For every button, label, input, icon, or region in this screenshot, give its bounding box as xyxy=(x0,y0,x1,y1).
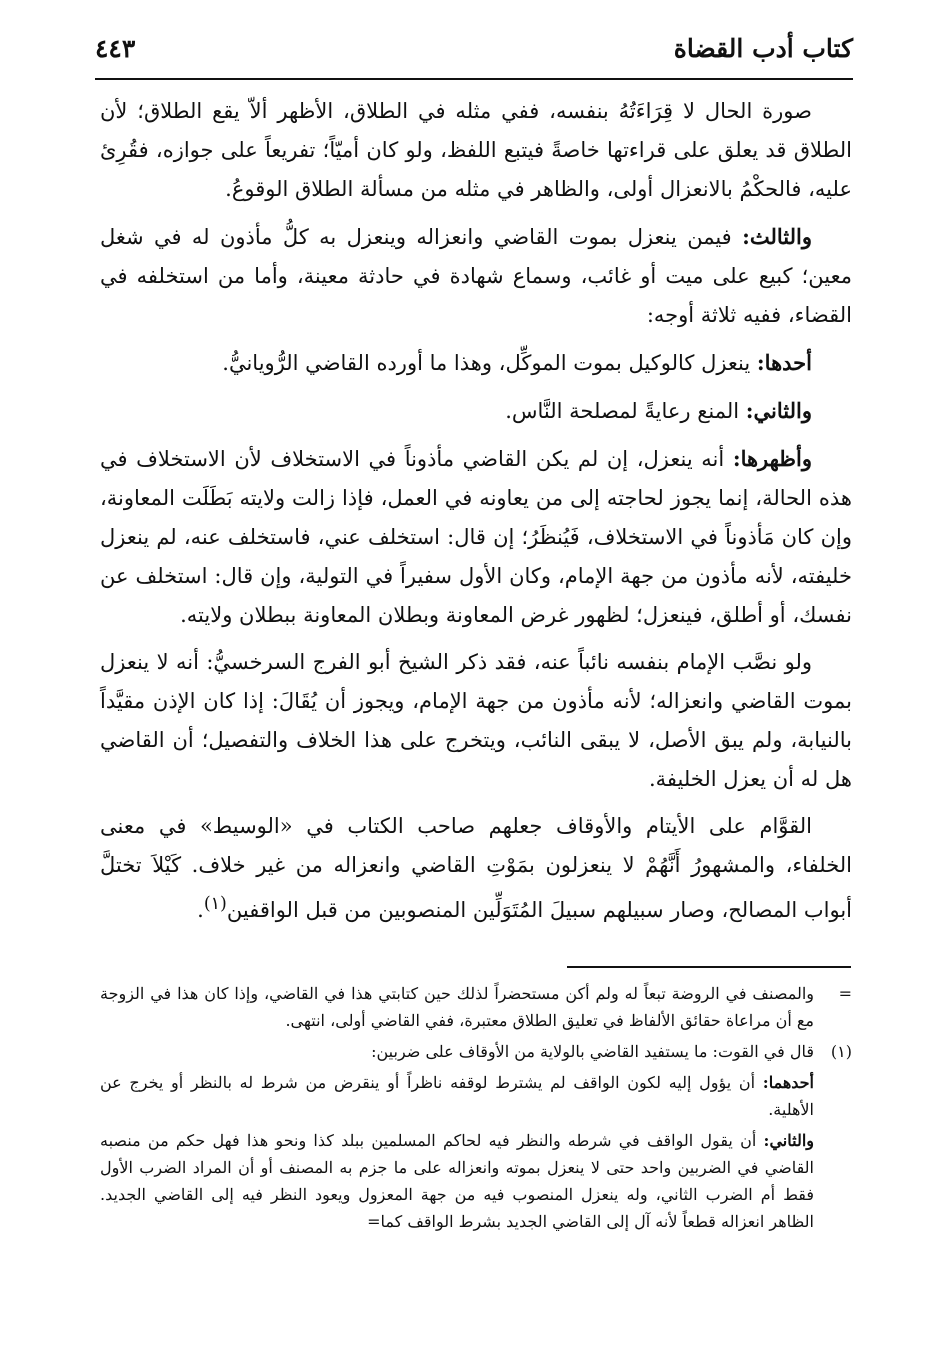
footnotes xyxy=(100,980,852,1239)
paragraph-2-lead: والثالث: xyxy=(742,224,812,249)
paragraph-2 xyxy=(100,217,852,335)
footnote-separator xyxy=(567,966,851,968)
paragraph-6: ولو نصَّب الإمام بنفسه نائباً عنه، فقد ذكر الشيخ أبو الفرج السرخسيُّ: أنه لا ينعزل بموت القاضي وانعزاله؛ لأنه مأذون من جهة الإمام، ويجوز أن يُقَالَ: إذا كان الإذن مقيَّداً بالنيابة، ولم يبق الأصل، لا يبقى النائب، ويتخرج على هذا الخلاف والتفصيل؛ أن القاضي هل له أن يعزل الخليفة. xyxy=(100,650,852,791)
footnote-1-item-1 xyxy=(100,1069,852,1123)
running-title: كتاب أدب القضاة xyxy=(673,34,853,63)
footnote-1-item-2 xyxy=(100,1127,852,1235)
main-text xyxy=(100,92,852,938)
continuation-marker: = xyxy=(838,984,852,1003)
footnote-1 xyxy=(100,1038,852,1065)
paragraph-7 xyxy=(100,807,852,930)
footnote-1-marker: (١) xyxy=(830,1042,852,1061)
paragraph-4 xyxy=(100,391,852,431)
paragraph-4-lead: والثاني: xyxy=(745,398,812,423)
footnote-1-item-1-lead: أحدهما: xyxy=(762,1073,814,1092)
footnote-1-text: قال في القوت: ما يستفيد القاضي بالولاية من الأوقاف على ضربين: xyxy=(371,1042,814,1061)
footnote-reference: (١) xyxy=(203,894,227,914)
footnote-1-item-2-text: أن يقول الواقف في شرطه والنظر فيه لحاكم المسلمين ببلد كذا ونحو هذا فهل حكم من منصبه القاضي في الضربين واحد حتى لا ينعزل بموته وانعزاله على ما جزم به المصنف أو أن المراد الضرب الأول فقط أم الضرب الثاني، وله ينعزل المنصوب فيه من جهة المعزول ويعود النظر فيه إلى القاضي الجديد. الظاهر انعزاله قطعاً لأنه آل إلى القاضي الجديد بشرط الواقف كما= xyxy=(100,1131,814,1231)
paragraph-4-text: المنع رعايةً لمصلحة النَّاس. xyxy=(505,399,746,423)
footnote-continuation-text: والمصنف في الروضة تبعاً له ولم أكن مستحضراً لذلك حين كتابتي هذا في القاضي، وإذا كان هذا في الزوجة مع أن مراعاة حقائق الألفاظ في تعليق الطلاق معتبرة، ففي القاضي أولى، انتهى. xyxy=(100,984,814,1030)
paragraph-3 xyxy=(100,343,852,383)
page-number: ٤٤٣ xyxy=(95,34,136,63)
paragraph-7-text: القوَّام على الأيتام والأوقاف جعلهم صاحب الكتاب في «الوسيط» في معنى الخلفاء، والمشهورُ أَنَّهُمْ لا ينعزلون بمَوْتِ القاضي وانعزاله من غير خلاف. كَيْلاَ تختلَّ أبواب المصالح، وصار سبيلهم سبيلَ المُتَوَلِّين المنصوبين من قبل الواقفين xyxy=(100,814,852,922)
paragraph-1: صورة الحال لا قِرَاءَتُهُ بنفسه، ففي مثله في الطلاق، الأظهر ألاّ يقع الطلاق؛ لأن الطلاق قد يعلق على قراءتها خاصةً فيتبع اللفظ، ولو كان أميّاً؛ تفريعاً على جوازه، فقُرِئ عليه، فالحكْمُ بالانعزال أولى، والظاهر في مثله من مسألة الطلاق الوقوعُ. xyxy=(100,99,852,201)
footnote-1-item-2-lead: والثاني: xyxy=(763,1131,814,1150)
paragraph-3-lead: أحدها: xyxy=(756,350,812,375)
paragraph-3-text: ينعزل كالوكيل بموت الموكِّل، وهذا ما أورده القاضي الرُّويانيُّ. xyxy=(222,351,757,375)
paragraph-7-end: . xyxy=(197,898,204,922)
footnote-continuation xyxy=(100,980,852,1034)
page-header xyxy=(95,28,853,80)
paragraph-5 xyxy=(100,439,852,635)
paragraph-5-text: أنه ينعزل، إن لم يكن القاضي مأذوناً في الاستخلاف لأن الاستخلاف في هذه الحالة، إنما يجوز لحاجته إلى من يعاونه في العمل، فإذا زالت ولايته بَطَلَت المعاونة، وإن كان مَأذوناً في الاستخلاف، فَيُنظَرُ؛ إن قال: استخلف عني، فاستخلف عنه، لم ينعزل خليفته، لأنه مأذون من جهة الإمام، وكان الأول سفيراً في التولية، وإن قال: استخلف عن نفسك، أو أطلق، فينعزل؛ لظهور غرض المعاونة وبطلان المعاونة ببطلان ولايته. xyxy=(100,447,852,627)
paragraph-2-text: فيمن ينعزل بموت القاضي وانعزاله وينعزل به كلُّ مأذون له في شغل معين؛ كبيع على ميت أو غائب، وسماع شهادة في حادثة معينة، وأما من استخلفه في القضاء، ففيه ثلاثة أوجه: xyxy=(100,225,852,327)
footnote-1-item-1-text: أن يؤول إليه لكون الواقف لم يشترط لوقفه ناظراً أو ينقرض من شرط له بالنظر أو يخرج عن الأهلية. xyxy=(100,1073,814,1119)
paragraph-5-lead: وأظهرها: xyxy=(732,446,812,471)
